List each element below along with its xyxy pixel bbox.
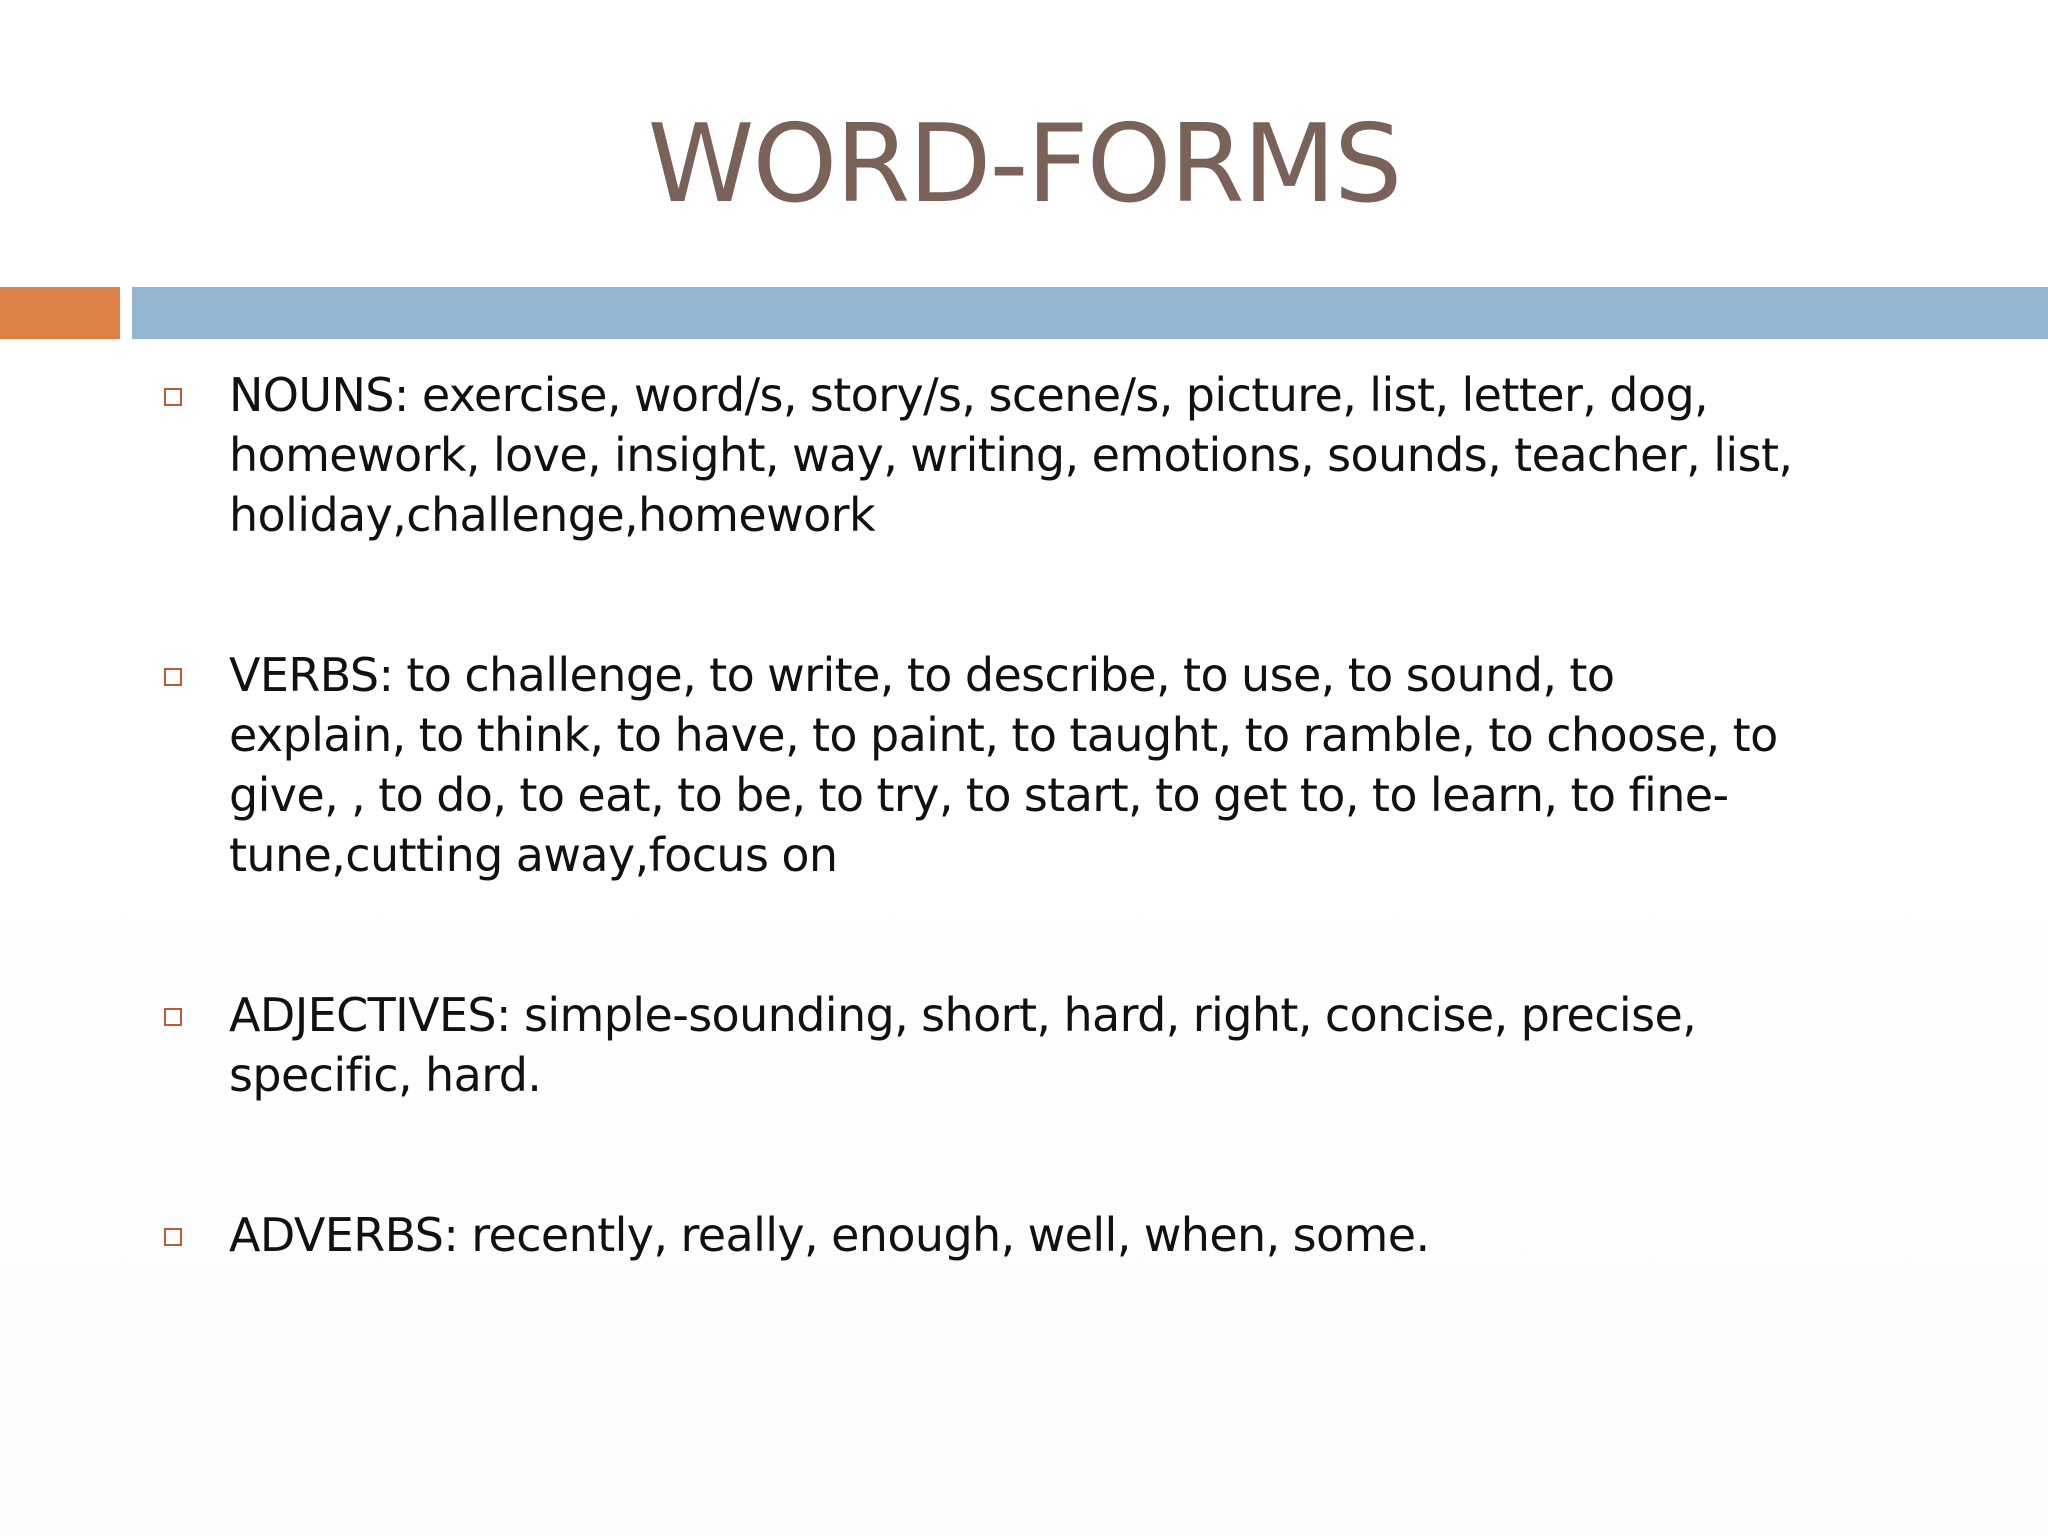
slide-title: WORD-FORMS bbox=[647, 102, 1401, 227]
square-bullet-icon bbox=[164, 668, 182, 686]
text-line: ADJECTIVES: simple-sounding, short, hard, right, concise, precise, bbox=[229, 988, 1697, 1042]
text-line: specific, hard. bbox=[229, 1048, 542, 1102]
bullet-text bbox=[229, 985, 2048, 1105]
square-bullet-icon bbox=[164, 1228, 182, 1246]
accent-bar bbox=[0, 287, 120, 339]
bullet-text bbox=[229, 1205, 2048, 1265]
text-line: VERBS: to challenge, to write, to describe, to use, to sound, to bbox=[229, 648, 1615, 702]
text-line: ADVERBS: recently, really, enough, well, when, some. bbox=[229, 1208, 1430, 1262]
title-divider-bar bbox=[132, 287, 2048, 339]
bullet-text bbox=[229, 645, 2048, 885]
text-line: NOUNS: exercise, word/s, story/s, scene/s, picture, list, letter, dog, bbox=[229, 368, 1709, 422]
bullet-text bbox=[229, 365, 2048, 545]
text-line: tune,cutting away,focus on bbox=[229, 828, 838, 882]
text-line: give, , to do, to eat, to be, to try, to start, to get to, to learn, to fine- bbox=[229, 768, 1729, 822]
text-line: explain, to think, to have, to paint, to taught, to ramble, to choose, to bbox=[229, 708, 1778, 762]
square-bullet-icon bbox=[164, 1008, 182, 1026]
text-line: holiday,challenge,homework bbox=[229, 488, 875, 542]
square-bullet-icon bbox=[164, 388, 182, 406]
text-line: homework, love, insight, way, writing, emotions, sounds, teacher, list, bbox=[229, 428, 1793, 482]
